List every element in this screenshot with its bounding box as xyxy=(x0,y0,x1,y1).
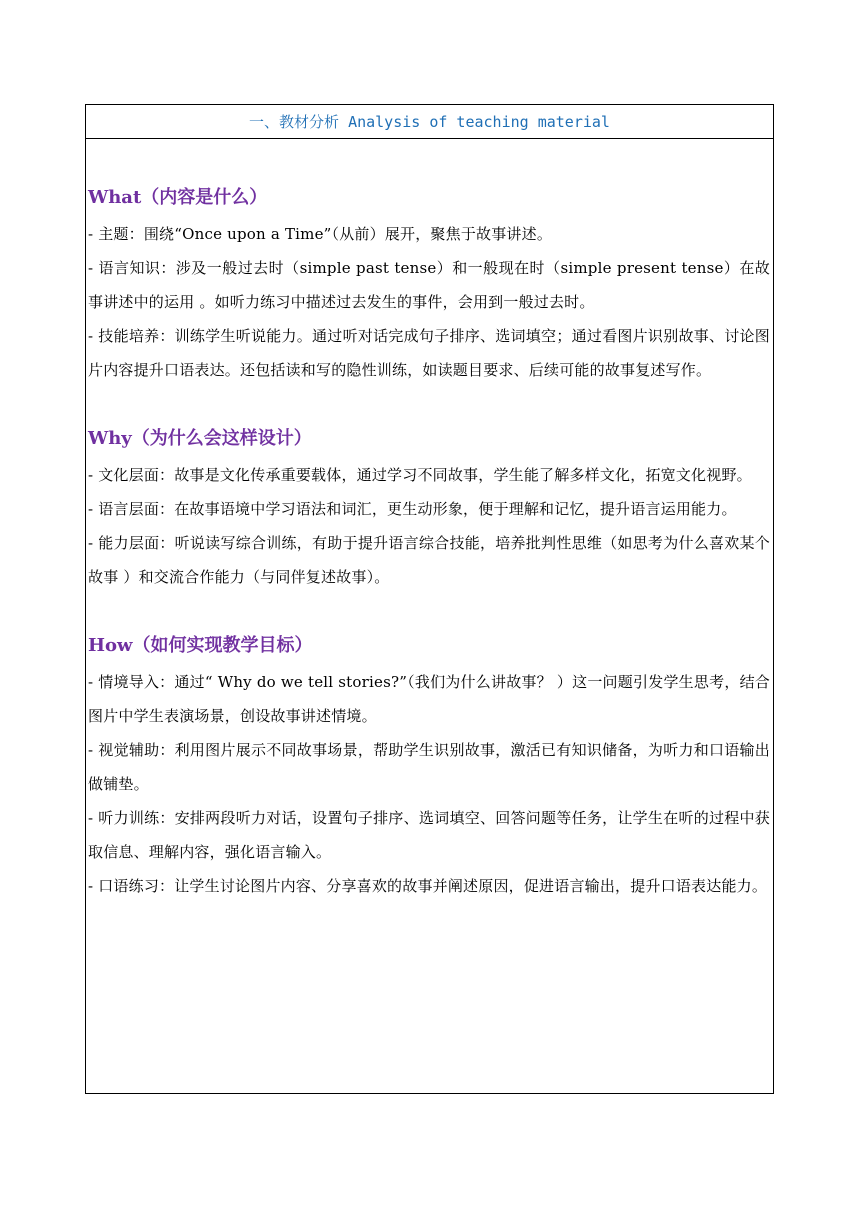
what-item-theme: - 主题：围绕“Once upon a Time”（从前）展开，聚焦于故事讲述。 xyxy=(88,225,553,243)
what-item-language: - 语言知识：涉及一般过去时（simple past tense）和一般现在时（simple present tense）在故事讲述中的运用 。如听力练习中描述过去发生的事件，会用到一般过去时。 xyxy=(88,259,770,311)
how-item-intro: - 情境导入：通过“ Why do we tell stories?”（我们为什么讲故事？ ）这一问题引发学生思考，结合图片中学生表演场景，创设故事讲述情境。 xyxy=(88,673,770,725)
why-item-language: - 语言层面：在故事语境中学习语法和词汇，更生动形象，便于理解和记忆，提升语言运用能力。 xyxy=(88,500,737,518)
table-content xyxy=(86,186,773,903)
section-title-why: Why（为什么会这样设计） xyxy=(88,428,312,449)
how-item-visual: - 视觉辅助：利用图片展示不同故事场景，帮助学生识别故事，激活已有知识储备，为听力和口语输出做铺垫。 xyxy=(88,741,770,793)
section-title-what: What（内容是什么） xyxy=(88,187,268,208)
why-item-culture: - 文化层面：故事是文化传承重要载体，通过学习不同故事，学生能了解多样文化，拓宽文化视野。 xyxy=(88,466,752,484)
table-header xyxy=(86,105,773,139)
why-item-ability: - 能力层面：听说读写综合训练，有助于提升语言综合技能，培养批判性思维（如思考为什么喜欢某个故事 ）和交流合作能力（与同伴复述故事）。 xyxy=(88,534,770,586)
header-title: 一、教材分析 Analysis of teaching material xyxy=(249,113,610,131)
how-item-listening: - 听力训练：安排两段听力对话，设置句子排序、选词填空、回答问题等任务，让学生在听的过程中获取信息、理解内容，强化语言输入。 xyxy=(88,809,770,861)
what-item-skills: - 技能培养：训练学生听说能力。通过听对话完成句子排序、选词填空；通过看图片识别故事、讨论图片内容提升口语表达。还包括读和写的隐性训练，如读题目要求、后续可能的故事复述写作。 xyxy=(88,327,770,379)
how-item-speaking: - 口语练习：让学生讨论图片内容、分享喜欢的故事并阐述原因，促进语言输出，提升口语表达能力。 xyxy=(88,877,768,895)
analysis-table xyxy=(85,104,774,1094)
section-title-how: How（如何实现教学目标） xyxy=(88,635,313,656)
